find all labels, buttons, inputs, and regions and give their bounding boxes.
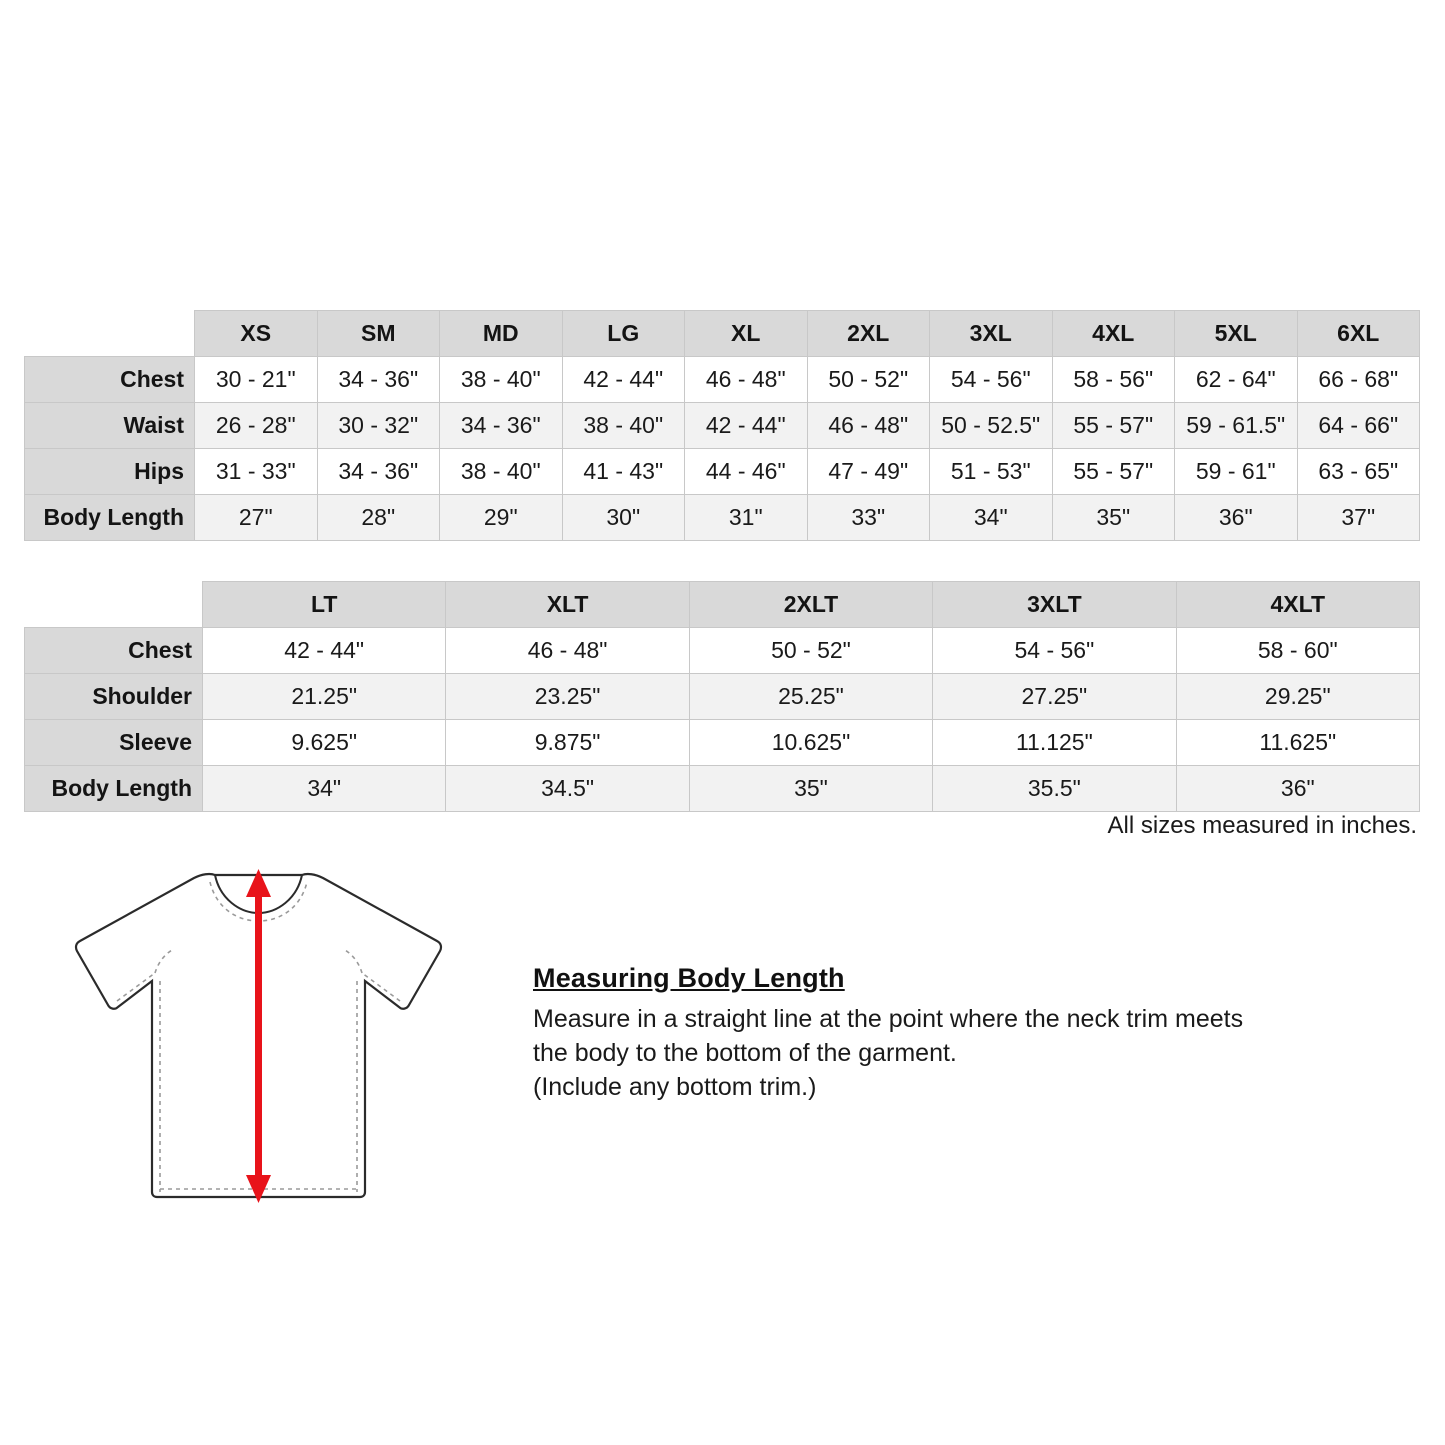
- cell-body-length-6xl: 37": [1297, 495, 1420, 541]
- cell-chest-lt: 42 - 44": [203, 628, 446, 674]
- row-header-waist: Waist: [25, 403, 195, 449]
- row-header-body-length: Body Length: [25, 495, 195, 541]
- cell-body-length-xlt: 34.5": [446, 766, 689, 812]
- cell-waist-5xl: 59 - 61.5": [1175, 403, 1298, 449]
- table-corner-cell: [25, 311, 195, 357]
- table-row: [25, 766, 1420, 812]
- cell-waist-xl: 42 - 44": [685, 403, 808, 449]
- instructions-line-1: Measure in a straight line at the point where the neck trim meets: [533, 1005, 1244, 1033]
- column-header-2xlt: 2XLT: [689, 582, 932, 628]
- column-header-sm: SM: [317, 311, 440, 357]
- table-row: [25, 628, 1420, 674]
- column-header-6xl: 6XL: [1297, 311, 1420, 357]
- cell-hips-6xl: 63 - 65": [1297, 449, 1420, 495]
- cell-chest-6xl: 66 - 68": [1297, 357, 1420, 403]
- column-header-3xlt: 3XLT: [933, 582, 1176, 628]
- table-header-row: [25, 311, 1420, 357]
- column-header-4xl: 4XL: [1052, 311, 1175, 357]
- cell-sleeve-3xlt: 11.125": [933, 720, 1176, 766]
- table-row: [25, 403, 1420, 449]
- column-header-lg: LG: [562, 311, 685, 357]
- table-row: [25, 449, 1420, 495]
- cell-waist-sm: 30 - 32": [317, 403, 440, 449]
- cell-hips-2xl: 47 - 49": [807, 449, 930, 495]
- cell-body-length-lt: 34": [203, 766, 446, 812]
- cell-hips-xs: 31 - 33": [195, 449, 318, 495]
- column-header-2xl: 2XL: [807, 311, 930, 357]
- cell-sleeve-xlt: 9.875": [446, 720, 689, 766]
- column-header-5xl: 5XL: [1175, 311, 1298, 357]
- table-corner-cell: [25, 582, 203, 628]
- cell-body-length-lg: 30": [562, 495, 685, 541]
- column-header-md: MD: [440, 311, 563, 357]
- cell-waist-md: 34 - 36": [440, 403, 563, 449]
- cell-chest-4xl: 58 - 56": [1052, 357, 1175, 403]
- cell-waist-6xl: 64 - 66": [1297, 403, 1420, 449]
- cell-chest-5xl: 62 - 64": [1175, 357, 1298, 403]
- cell-waist-2xl: 46 - 48": [807, 403, 930, 449]
- tall-size-table-container: [24, 581, 1420, 812]
- cell-chest-2xl: 50 - 52": [807, 357, 930, 403]
- cell-body-length-2xl: 33": [807, 495, 930, 541]
- standard-size-table: [24, 310, 1420, 541]
- measuring-instructions: [533, 963, 1353, 1104]
- cell-waist-xs: 26 - 28": [195, 403, 318, 449]
- cell-hips-xl: 44 - 46": [685, 449, 808, 495]
- instructions-title: Measuring Body Length: [533, 963, 845, 993]
- column-header-xlt: XLT: [446, 582, 689, 628]
- cell-hips-4xl: 55 - 57": [1052, 449, 1175, 495]
- table-header-row: [25, 582, 1420, 628]
- cell-chest-lg: 42 - 44": [562, 357, 685, 403]
- measurement-units-note: All sizes measured in inches.: [1107, 812, 1417, 839]
- cell-chest-md: 38 - 40": [440, 357, 563, 403]
- cell-body-length-4xl: 35": [1052, 495, 1175, 541]
- standard-size-table-container: [24, 310, 1420, 541]
- cell-hips-md: 38 - 40": [440, 449, 563, 495]
- cell-hips-sm: 34 - 36": [317, 449, 440, 495]
- cell-body-length-3xl: 34": [930, 495, 1053, 541]
- cell-sleeve-2xlt: 10.625": [689, 720, 932, 766]
- cell-waist-lg: 38 - 40": [562, 403, 685, 449]
- column-header-lt: LT: [203, 582, 446, 628]
- row-header-chest: Chest: [25, 357, 195, 403]
- table-row: [25, 495, 1420, 541]
- cell-shoulder-3xlt: 27.25": [933, 674, 1176, 720]
- cell-body-length-sm: 28": [317, 495, 440, 541]
- instructions-line-3: (Include any bottom trim.): [533, 1073, 817, 1101]
- column-header-xl: XL: [685, 311, 808, 357]
- cell-chest-xs: 30 - 21": [195, 357, 318, 403]
- tshirt-diagram: [60, 855, 490, 1225]
- cell-hips-3xl: 51 - 53": [930, 449, 1053, 495]
- cell-chest-2xlt: 50 - 52": [689, 628, 932, 674]
- cell-chest-xl: 46 - 48": [685, 357, 808, 403]
- cell-body-length-xs: 27": [195, 495, 318, 541]
- cell-chest-3xlt: 54 - 56": [933, 628, 1176, 674]
- column-header-3xl: 3XL: [930, 311, 1053, 357]
- cell-hips-lg: 41 - 43": [562, 449, 685, 495]
- cell-body-length-md: 29": [440, 495, 563, 541]
- cell-shoulder-lt: 21.25": [203, 674, 446, 720]
- column-header-xs: XS: [195, 311, 318, 357]
- cell-shoulder-xlt: 23.25": [446, 674, 689, 720]
- cell-body-length-4xlt: 36": [1176, 766, 1419, 812]
- cell-shoulder-2xlt: 25.25": [689, 674, 932, 720]
- cell-chest-xlt: 46 - 48": [446, 628, 689, 674]
- cell-chest-3xl: 54 - 56": [930, 357, 1053, 403]
- row-header-chest: Chest: [25, 628, 203, 674]
- table-row: [25, 357, 1420, 403]
- cell-body-length-xl: 31": [685, 495, 808, 541]
- row-header-shoulder: Shoulder: [25, 674, 203, 720]
- cell-body-length-2xlt: 35": [689, 766, 932, 812]
- row-header-hips: Hips: [25, 449, 195, 495]
- cell-sleeve-lt: 9.625": [203, 720, 446, 766]
- column-header-4xlt: 4XLT: [1176, 582, 1419, 628]
- cell-chest-sm: 34 - 36": [317, 357, 440, 403]
- instructions-line-2: the body to the bottom of the garment.: [533, 1039, 957, 1067]
- tall-size-table: [24, 581, 1420, 812]
- row-header-body-length: Body Length: [25, 766, 203, 812]
- cell-shoulder-4xlt: 29.25": [1176, 674, 1419, 720]
- row-header-sleeve: Sleeve: [25, 720, 203, 766]
- cell-hips-5xl: 59 - 61": [1175, 449, 1298, 495]
- cell-sleeve-4xlt: 11.625": [1176, 720, 1419, 766]
- table-row: [25, 720, 1420, 766]
- cell-body-length-5xl: 36": [1175, 495, 1298, 541]
- cell-chest-4xlt: 58 - 60": [1176, 628, 1419, 674]
- cell-waist-4xl: 55 - 57": [1052, 403, 1175, 449]
- cell-waist-3xl: 50 - 52.5": [930, 403, 1053, 449]
- cell-body-length-3xlt: 35.5": [933, 766, 1176, 812]
- table-row: [25, 674, 1420, 720]
